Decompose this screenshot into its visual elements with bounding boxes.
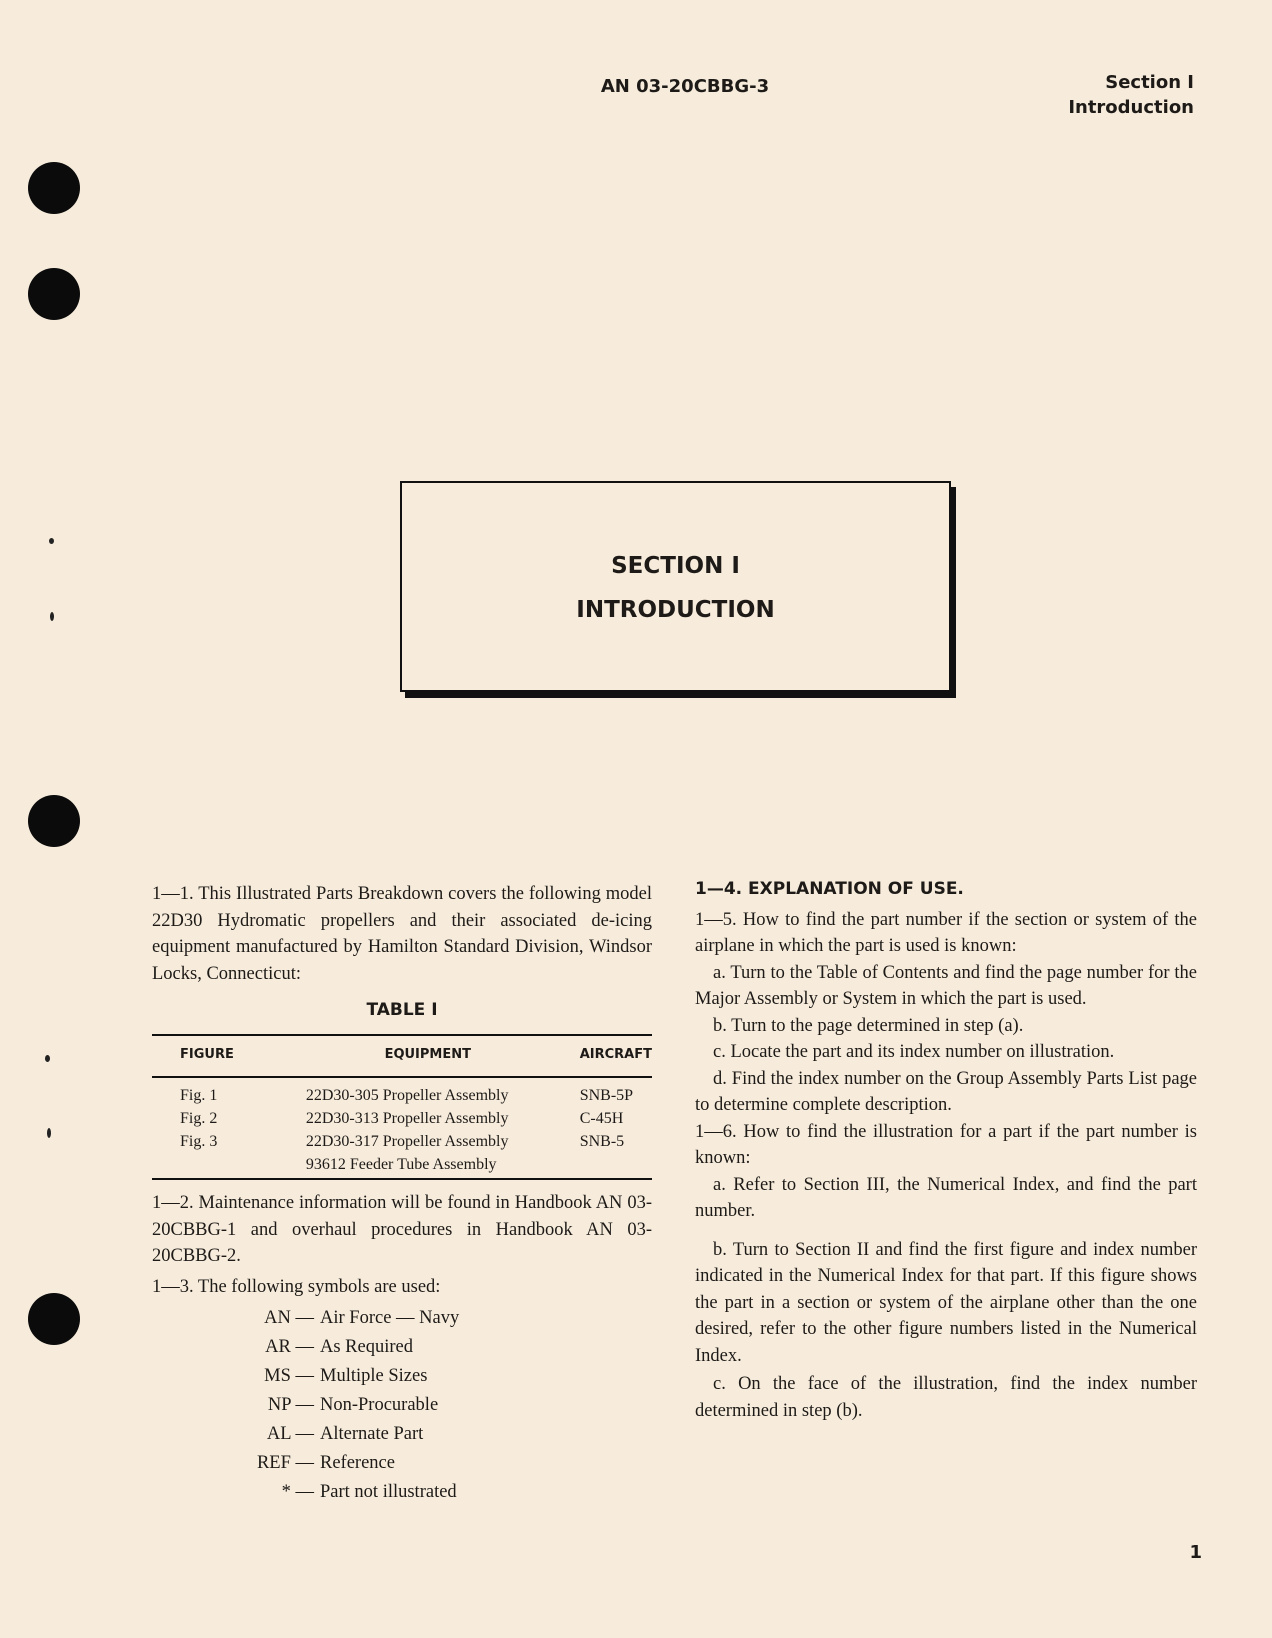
paragraph-1-6: 1—6. How to find the illustration for a part if the part number is known: [695, 1121, 1197, 1168]
left-column [152, 881, 652, 1507]
table-header-figure: FIGURE [152, 1035, 294, 1078]
symbol-desc: Air Force — Navy [320, 1308, 460, 1328]
page-number: 1 [1189, 1542, 1202, 1563]
table-header-equipment: EQUIPMENT [294, 1035, 550, 1078]
symbol-desc: Part not illustrated [320, 1482, 457, 1502]
symbol-abbr: AL — [266, 1424, 314, 1444]
speck [50, 612, 54, 621]
table-cell: 93612 Feeder Tube Assembly [294, 1153, 550, 1179]
symbol-abbr: AN — [264, 1308, 314, 1328]
table-row [152, 1107, 652, 1130]
equipment-table [152, 1034, 652, 1181]
symbol-abbr: REF — [256, 1453, 314, 1473]
step-1-5-a: a. Turn to the Table of Contents and find the page number for the Major Assembly or System in which the part is used. [695, 962, 1197, 1009]
speck [47, 1128, 51, 1138]
step-1-5-c: c. Locate the part and its index number on illustration. [713, 1042, 1115, 1062]
symbol-desc: Non-Procurable [320, 1395, 439, 1415]
list-item [152, 1333, 652, 1362]
section-heading-1-4: 1—4. EXPLANATION OF USE. [695, 879, 964, 899]
running-header [1068, 70, 1194, 120]
symbol-desc: Reference [320, 1453, 395, 1473]
step-1-6-b: b. Turn to Section II and find the first figure and index number indicated in the Numerical Index for that part. If this figure shows the part in a section or system of the airplane other than the one desired, refer to the other figure numbers listed in the Numerical Index. [695, 1239, 1197, 1366]
table-cell: Fig. 1 [180, 1087, 218, 1104]
table-cell [550, 1153, 652, 1179]
symbol-abbr: AR — [265, 1337, 314, 1357]
list-item [152, 1420, 652, 1449]
paragraph-1-5: 1—5. How to find the part number if the section or system of the airplane in which the part is used is known: [695, 909, 1197, 956]
paragraph-1-2: 1—2. Maintenance information will be found in Handbook AN 03-20CBBG-1 and overhaul procedures in Handbook AN 03-20CBBG-2. [152, 1193, 652, 1266]
paragraph-1-1: 1—1. This Illustrated Parts Breakdown covers the following model 22D30 Hydromatic propellers and their associated de-icing equipment manufactured by Hamilton Standard Division, Windsor Locks, Connecticut: [152, 884, 652, 984]
section-label: Section I [1105, 72, 1194, 93]
section-heading: SECTION I [611, 553, 740, 579]
step-1-6-a: a. Refer to Section III, the Numerical Index, and find the part number. [695, 1174, 1197, 1221]
speck [45, 1055, 50, 1062]
paragraph-1-3: 1—3. The following symbols are used: [152, 1276, 441, 1297]
document-number: AN 03-20CBBG-3 [600, 76, 770, 97]
table-header-aircraft: AIRCRAFT [550, 1035, 652, 1078]
table-cell: SNB-5P [579, 1087, 634, 1104]
table-row [152, 1130, 652, 1153]
table-cell: 22D30-313 Propeller Assembly [305, 1110, 509, 1127]
list-item [152, 1478, 652, 1507]
table-cell: SNB-5 [579, 1133, 625, 1150]
table-row [152, 1153, 652, 1179]
table-cell: C-45H [579, 1110, 624, 1127]
right-column [695, 876, 1197, 1424]
symbols-list [152, 1304, 652, 1507]
table-cell [152, 1153, 294, 1179]
list-item [152, 1449, 652, 1478]
table-cell: Fig. 3 [180, 1133, 218, 1150]
symbol-desc: Multiple Sizes [320, 1366, 428, 1386]
table-cell: 22D30-317 Propeller Assembly [305, 1133, 509, 1150]
binder-hole-1 [28, 162, 80, 214]
speck [49, 538, 54, 544]
step-1-5-b: b. Turn to the page determined in step (a). [713, 1015, 1024, 1036]
binder-hole-2 [28, 268, 80, 320]
section-subheading: INTRODUCTION [576, 597, 775, 623]
list-item [152, 1391, 652, 1420]
binder-hole-4 [28, 1293, 80, 1345]
step-1-5-d: d. Find the index number on the Group Assembly Parts List page to determine complete description. [695, 1068, 1197, 1115]
step-1-6-c: c. On the face of the illustration, find the index number determined in step (b). [695, 1374, 1197, 1421]
binder-hole-3 [28, 795, 80, 847]
symbol-abbr: MS — [264, 1366, 314, 1386]
section-title-label: Introduction [1068, 97, 1194, 118]
table-cell: Fig. 2 [180, 1110, 218, 1127]
table-cell: 22D30-305 Propeller Assembly [305, 1087, 509, 1104]
symbol-abbr: NP — [267, 1395, 314, 1415]
table-title: TABLE I [366, 1000, 438, 1020]
list-item [152, 1304, 652, 1333]
list-item [152, 1362, 652, 1391]
symbol-abbr: * — [281, 1482, 314, 1502]
symbol-desc: As Required [320, 1337, 413, 1357]
symbol-desc: Alternate Part [320, 1424, 424, 1444]
table-row [152, 1077, 652, 1107]
section-title-box [400, 481, 951, 692]
